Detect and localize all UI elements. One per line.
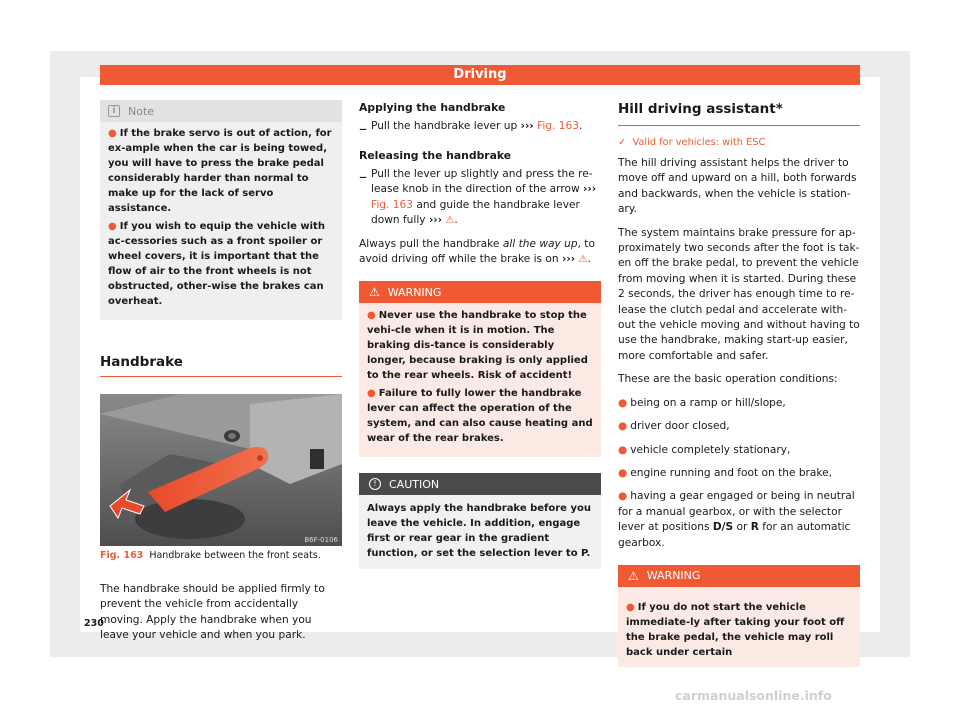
warning-ref-icon[interactable]: ⚠ — [445, 215, 455, 227]
check-icon: ✓ — [618, 137, 627, 148]
hill-paragraph-3: These are the basic operation conditions: — [618, 373, 838, 386]
page-number: 230 — [84, 618, 104, 629]
warning-box — [359, 281, 601, 457]
warning-icon: ⚠ — [628, 568, 639, 583]
warning-header: ⚠ WARNING — [618, 565, 860, 587]
warning-icon: ⚠ — [369, 285, 380, 300]
note-header — [100, 100, 342, 122]
bullet-icon: ● — [618, 466, 628, 479]
validity-note: ✓ Valid for vehicles: with ESC — [618, 137, 766, 148]
hill-paragraph-2: The system maintains brake pressure for ap-proximately two seconds after the foot is tak-en off the brake pedal, to prevent the vehicle from moving when it is started. During these 2 seconds, the driver has enough time to re-lease the clutch pedal and accelerate with-out the vehicle moving and without having to use the handbrake, making start-up easier, more comfortable and safer. — [618, 226, 860, 362]
note-item: ● If the brake servo is out of action, for ex-ample when the car is being towed, you will have to press the brake pedal considerably harder than normal to make up for the lack of servo assistance. — [108, 128, 332, 214]
condition-item: ● being on a ramp or hill/slope, — [618, 396, 786, 409]
column-left — [100, 100, 342, 644]
bullet-icon: ● — [108, 128, 117, 139]
condition-item: ● having a gear engaged or being in neutral for a manual gearbox, or with the selector lever at positions D/S or R for an automatic gearbox. — [618, 490, 855, 549]
handbrake-figure — [100, 394, 342, 546]
release-step: – Pull the lever up slightly and press the re-lease knob in the direction of the arrow ››› Fig. 163 and guide the handbrake lever down fully ››› ⚠. — [359, 167, 597, 227]
note-label: Note — [128, 104, 155, 118]
always-text: Always pull the handbrake all the way up, to avoid driving off while the brake is on ››› ⚠. — [359, 237, 595, 266]
warning-item: ● If you do not start the vehicle immediate-ly after taking your foot off the brake pedal, the vehicle may roll back under certain — [626, 601, 845, 658]
caution-text: Always apply the handbrake before you leave the vehicle. In addition, engage first or rear gear in the gradient function, or set the selection lever to P. — [367, 503, 591, 560]
bullet-icon: ● — [367, 310, 376, 322]
bullet-icon: ● — [618, 396, 628, 409]
bullet-icon: ● — [618, 490, 628, 503]
watermark: carmanualsonline.info — [675, 688, 832, 703]
release-title: Releasing the handbrake — [359, 149, 512, 162]
hill-paragraph-1: The hill driving assistant helps the driver to move off and upward on a hill, both forwards and backwards, when the vehicle is station-ary. — [618, 157, 857, 216]
section-title-hill-assist: Hill driving assistant* — [618, 101, 860, 126]
figure-link[interactable]: Fig. 163 — [537, 120, 580, 132]
condition-item: ● driver door closed, — [618, 420, 730, 433]
apply-title: Applying the handbrake — [359, 101, 506, 114]
condition-item: ● vehicle completely stationary, — [618, 443, 791, 456]
caution-box — [359, 473, 601, 569]
warning-box-2 — [618, 565, 860, 667]
warning-item: ● Never use the handbrake to stop the vehi-cle when it is in motion. The braking dis-tance is considerably longer, because braking is only applied to the rear wheels. Risk of accident! — [367, 310, 588, 382]
note-item: ● If you wish to equip the vehicle with ac-cessories such as a front spoiler or wheel covers, it is important that the flow of air to the front wheels is not obstructed, other-wise the brakes can overheat. — [108, 221, 325, 307]
bullet-icon: ● — [618, 443, 628, 456]
figure-link[interactable]: Fig. 163 — [371, 198, 413, 211]
chapter-header: Driving — [100, 65, 860, 85]
figure-code: B6F-0106 — [304, 536, 338, 544]
condition-item: ● engine running and foot on the brake, — [618, 466, 833, 479]
column-middle — [359, 100, 601, 569]
bullet-icon: ● — [108, 221, 117, 232]
bullet-icon: ● — [618, 420, 628, 433]
caution-header: ! CAUTION — [359, 473, 601, 495]
info-icon: i — [108, 105, 120, 117]
warning-ref-icon[interactable]: ⚠ — [578, 254, 588, 266]
handbrake-body: The handbrake should be applied firmly to prevent the vehicle from accidentally moving. Apply the handbrake when you leave your vehicle and when you park. — [100, 583, 325, 642]
figure-caption: Fig. 163 Handbrake between the front seats. — [100, 550, 321, 561]
section-title-handbrake: Handbrake — [100, 354, 342, 377]
bullet-icon: ● — [367, 388, 376, 400]
handbrake-illustration — [100, 394, 342, 546]
note-box — [100, 100, 342, 320]
bullet-icon: ● — [626, 601, 635, 613]
warning-header: ⚠ WARNING — [359, 281, 601, 303]
column-right — [618, 100, 860, 667]
figure-number: Fig. 163 — [100, 550, 144, 561]
apply-step: – Pull the handbrake lever up ››› Fig. 163. — [359, 119, 583, 138]
warning-item: ● Failure to fully lower the handbrake lever can affect the operation of the system, and can also cause heating and wear of the rear brakes. — [367, 388, 593, 445]
caution-icon: ! — [369, 478, 381, 490]
